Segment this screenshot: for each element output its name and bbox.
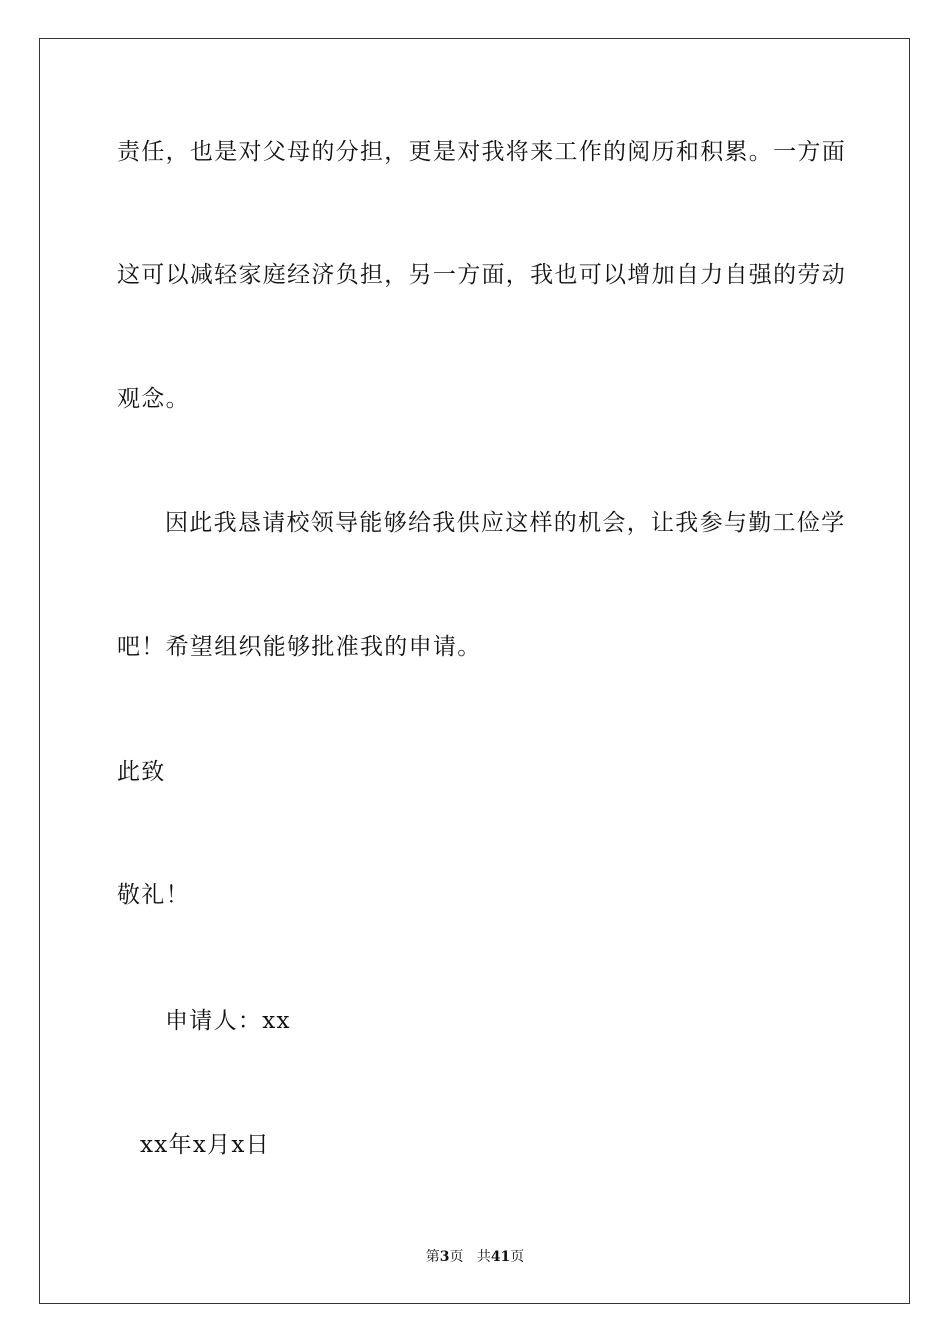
page-border [39, 38, 910, 1304]
paragraph-line-5: 吧！希望组织能够批准我的申请。 [117, 634, 482, 660]
footer-total-prefix: 共 [476, 1249, 491, 1265]
closing-regards: 敬礼！ [117, 882, 190, 908]
applicant-signature: 申请人：xx [165, 1008, 291, 1034]
paragraph-line-3: 观念。 [117, 386, 190, 412]
footer-total-suffix: 页 [510, 1249, 525, 1265]
signature-date: xx年x月x日 [140, 1132, 270, 1158]
paragraph-line-4: 因此我恳请校领导能够给我供应这样的机会，让我参与勤工俭学 [165, 510, 846, 536]
paragraph-line-2: 这可以减轻家庭经济负担，另一方面，我也可以增加自力自强的劳动 [117, 262, 846, 288]
paragraph-line-1: 责任，也是对父母的分担，更是对我将来工作的阅历和积累。一方面 [117, 139, 846, 165]
footer-page-total: 41 [490, 1249, 511, 1265]
footer-page-prefix: 第 [425, 1249, 440, 1265]
footer-page-current: 3 [439, 1249, 450, 1265]
closing-salutation: 此致 [117, 759, 166, 785]
footer-page-suffix: 页 [449, 1249, 464, 1265]
page-footer [0, 1247, 950, 1267]
